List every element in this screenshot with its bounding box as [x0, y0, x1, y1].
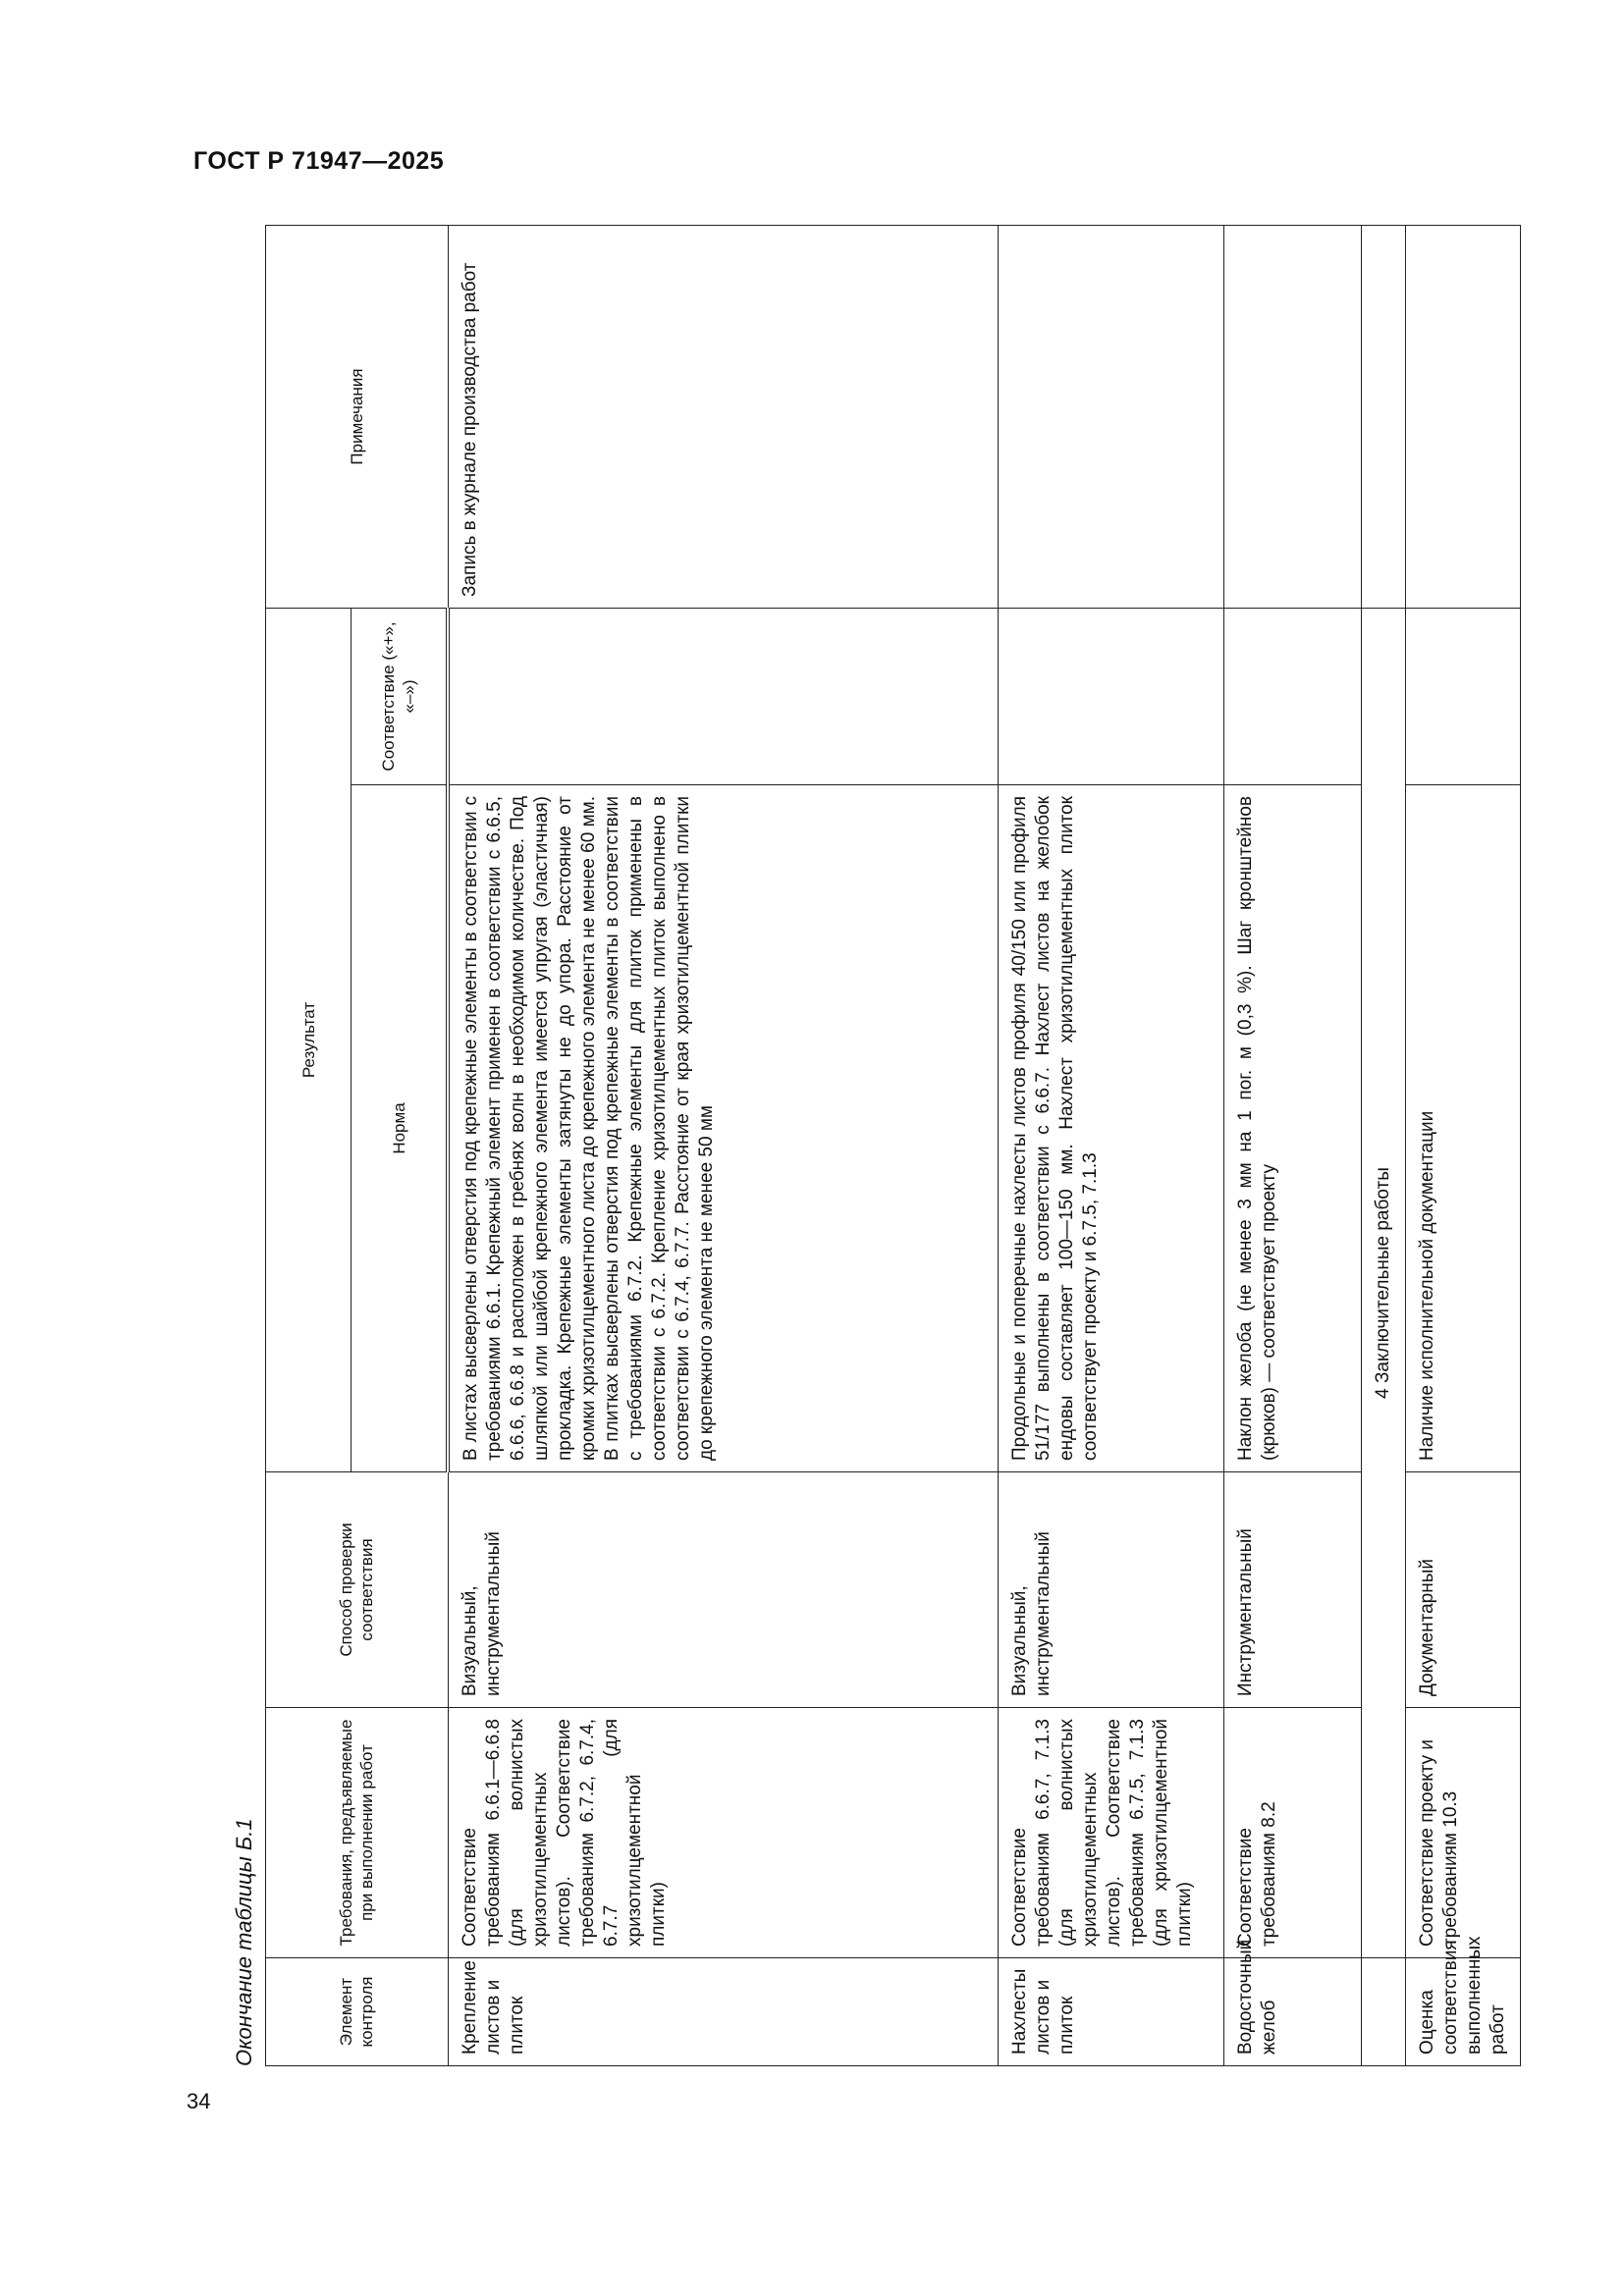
standard-header: ГОСТ Р 71947—2025 [193, 147, 445, 175]
col-header-method: Способ проверки соответствия [266, 1472, 449, 1708]
cell-notes [998, 225, 1223, 608]
section-empty-cell [1361, 1958, 1405, 2066]
cell-norm: В листах высверлены отверстия под крепежные элементы в соответствии с требованиями 6.6.1. Крепежный элемент применен в соответствии с 6.6.5, 6.6.6, 6.6.8 и расположен в гребнях волн в необходимом количестве. Под шляпкой или шайбой крепежного элемента имеется упругая (эластичная) прокладка. Крепежные элементы затянуты не до упора. Расстояние от кромки хризотилцементного листа до крепежного элемента не менее 60 мм. В плитках высверлены отверстия под крепежные элементы в соответствии с требованиями 6.7.2. Крепежные элементы для плиток применены в соответствии с 6.7.2. Крепление хризотилцементных плиток выполнено в соответствии с 6.7.4, 6.7.7. Расстояние от края хризотилцементной плитки до крепежного элемента не менее 50 мм [448, 785, 998, 1472]
cell-method: Документарный [1405, 1472, 1520, 1708]
table-row [1223, 225, 1361, 2065]
cell-compliance [1405, 608, 1520, 784]
cell-element: Нахлесты листов и плиток [998, 1958, 1223, 2066]
table-row [1405, 225, 1520, 2065]
col-header-compliance: Соответствие («+», «–») [352, 608, 449, 784]
cell-compliance [448, 608, 998, 784]
inspection-table [265, 225, 1521, 2066]
table-row [998, 225, 1223, 2065]
section-empty-cell [1361, 225, 1405, 608]
cell-norm: Наличие исполнительной документации [1405, 785, 1520, 1472]
cell-method: Визуальный, инструментальный [998, 1472, 1223, 1708]
col-header-notes: Примечания [266, 225, 449, 608]
page-number: 34 [187, 2089, 211, 2113]
cell-norm: Наклон желоба (не менее 3 мм на 1 пог. м (0,3 %). Шаг кронштейнов (крюков) — соответствует проекту [1223, 785, 1361, 1472]
col-header-requirements: Требования, предъявляемые при выполнении работ [266, 1708, 449, 1958]
cell-requirements: Соответствие проекту и требованиям 10.3 [1405, 1708, 1520, 1958]
cell-requirements: Соответствие требованиям 8.2 [1223, 1708, 1361, 1958]
col-header-result: Результат [266, 608, 352, 1471]
cell-notes [1223, 225, 1361, 608]
col-header-norm: Норма [352, 785, 449, 1472]
section-title: 4 Заключительные работы [1361, 608, 1405, 1957]
cell-element: Оценка соответствия выполненных работ [1405, 1958, 1520, 2066]
cell-element: Водосточный желоб [1223, 1958, 1361, 2066]
cell-requirements: Соответствие требованиям 6.6.1—6.6.8 (для волнистых хризотилцементных листов). Соответствие требованиям 6.7.2, 6.7.4, 6.7.7 (для хризотилцементной плитки) [448, 1708, 998, 1958]
table-row [448, 225, 998, 2065]
cell-compliance [998, 608, 1223, 784]
cell-method: Инструментальный [1223, 1472, 1361, 1708]
cell-requirements: Соответствие требованиям 6.6.7, 7.1.3 (для волнистых хризотилцементных листов). Соответствие требованиям 6.7.5, 7.1.3 (для хризотилцементной плитки) [998, 1708, 1223, 1958]
rotated-table-area [226, 226, 1508, 2066]
cell-notes: Запись в журнале производства работ [448, 225, 998, 608]
cell-method: Визуальный, инструментальный [448, 1472, 998, 1708]
cell-norm: Продольные и поперечные нахлесты листов профиля 40/150 или профиля 51/177 выполнены в соответствии с 6.6.7. Нахлест листов на желобок ендовы составляет 100—150 мм. Нахлест хризотилцементных плиток соответствует проекту и 6.7.5, 7.1.3 [998, 785, 1223, 1472]
cell-compliance [1223, 608, 1361, 784]
table-caption: Окончание таблицы Б.1 [232, 1818, 256, 2066]
cell-notes [1405, 225, 1520, 608]
col-header-element: Элемент контроля [266, 1958, 449, 2066]
cell-element: Крепление листов и плиток [448, 1958, 998, 2066]
section-row [1361, 225, 1405, 2065]
